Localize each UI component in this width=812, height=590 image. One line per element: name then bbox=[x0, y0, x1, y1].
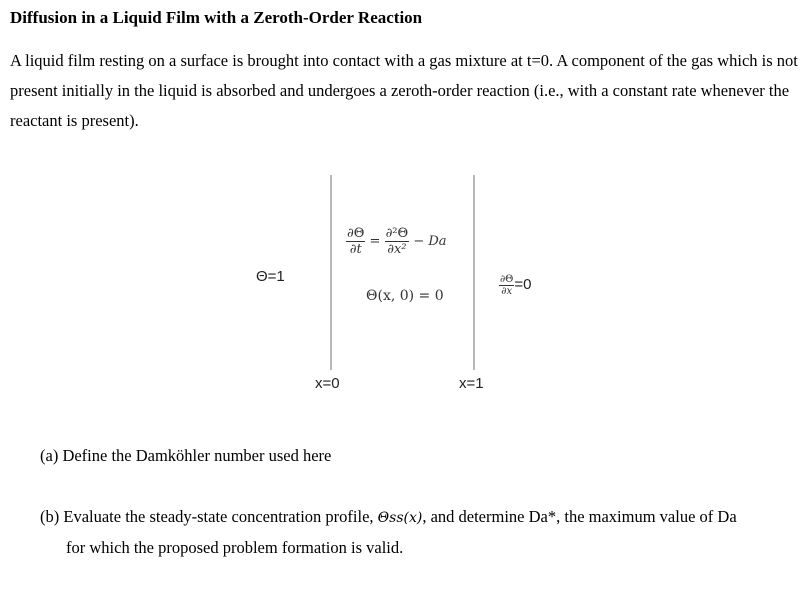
question-b-math: Θss(x) bbox=[377, 510, 423, 526]
pde-lhs-num: ∂Θ bbox=[347, 226, 365, 241]
left-boundary-condition: Θ=1 bbox=[256, 268, 285, 285]
right-bc-rhs: =0 bbox=[514, 276, 532, 294]
question-b-text-end: , and determine Da*, the maximum value of Da bbox=[422, 507, 737, 526]
question-b-line2: for which the proposed problem formation is valid. bbox=[66, 538, 404, 557]
pde-rhs-num: ∂²Θ bbox=[385, 226, 409, 241]
question-b-text: (b) Evaluate the steady-state concentration profile, bbox=[40, 507, 378, 526]
question-a: (a) Define the Damköhler number used here bbox=[40, 446, 332, 465]
pde-reaction-term: − Da bbox=[413, 234, 447, 249]
intro-paragraph: A liquid film resting on a surface is brought into contact with a gas mixture at t=0. A component of the gas which is not present initially in the liquid is absorbed and undergoes a zeroth-order reaction (i.e., with a constant rate whenever the reactant is present). bbox=[10, 51, 798, 130]
x0-label: x=0 bbox=[315, 375, 340, 392]
x1-label: x=1 bbox=[459, 375, 484, 392]
page-title: Diffusion in a Liquid Film with a Zeroth-Order Reaction bbox=[10, 8, 423, 27]
governing-equation bbox=[346, 226, 447, 257]
boundary-line-x0 bbox=[330, 175, 332, 370]
question-b-line1 bbox=[40, 507, 737, 527]
pde-equals: = bbox=[369, 234, 381, 249]
initial-condition: Θ(x, 0) = 0 bbox=[366, 288, 444, 304]
boundary-line-x1 bbox=[473, 175, 475, 370]
pde-lhs-den: ∂t bbox=[349, 242, 362, 257]
right-bc-den: ∂x bbox=[501, 286, 513, 297]
right-bc-num: ∂Θ bbox=[500, 274, 514, 285]
pde-rhs-den: ∂x² bbox=[387, 242, 407, 257]
right-boundary-condition bbox=[499, 274, 531, 297]
